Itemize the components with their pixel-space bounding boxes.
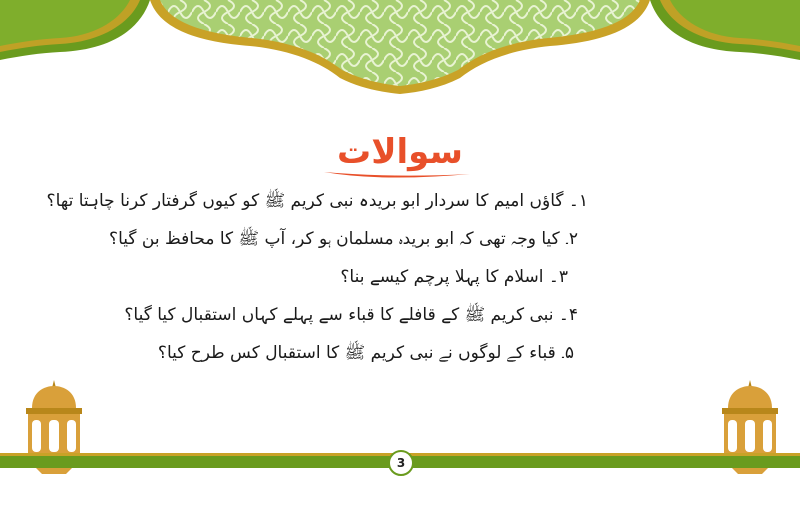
question-item: ۵۔ قباء کے لوگوں نے نبی کریم ﷺ کا استقبال کس طرح کیا؟ — [157, 343, 574, 363]
page-title: سوالات — [337, 132, 463, 172]
question-item: ۱۔ گاؤں امیم کا سردار ابو بریدہ نبی کریم ﷺ کو کیوں گرفتار کرنا چاہتا تھا؟ — [46, 191, 588, 211]
header-arch-ornament — [0, 0, 800, 100]
question-item: ۳۔ اسلام کا پہلا پرچم کیسے بنا؟ — [340, 267, 568, 287]
question-item: ۲۔ کیا وجہ تھی کہ ابو بریدہ مسلمان ہو کر، آپ ﷺ کا محافظ بن گیا؟ — [109, 229, 578, 249]
questions-list — [46, 191, 588, 382]
page-number: 3 — [388, 450, 414, 476]
question-item: ۴۔ نبی کریم ﷺ کے قافلے کا قباء سے پہلے کہاں استقبال کیا گیا؟ — [124, 305, 578, 325]
title-underline-swash — [322, 168, 472, 182]
